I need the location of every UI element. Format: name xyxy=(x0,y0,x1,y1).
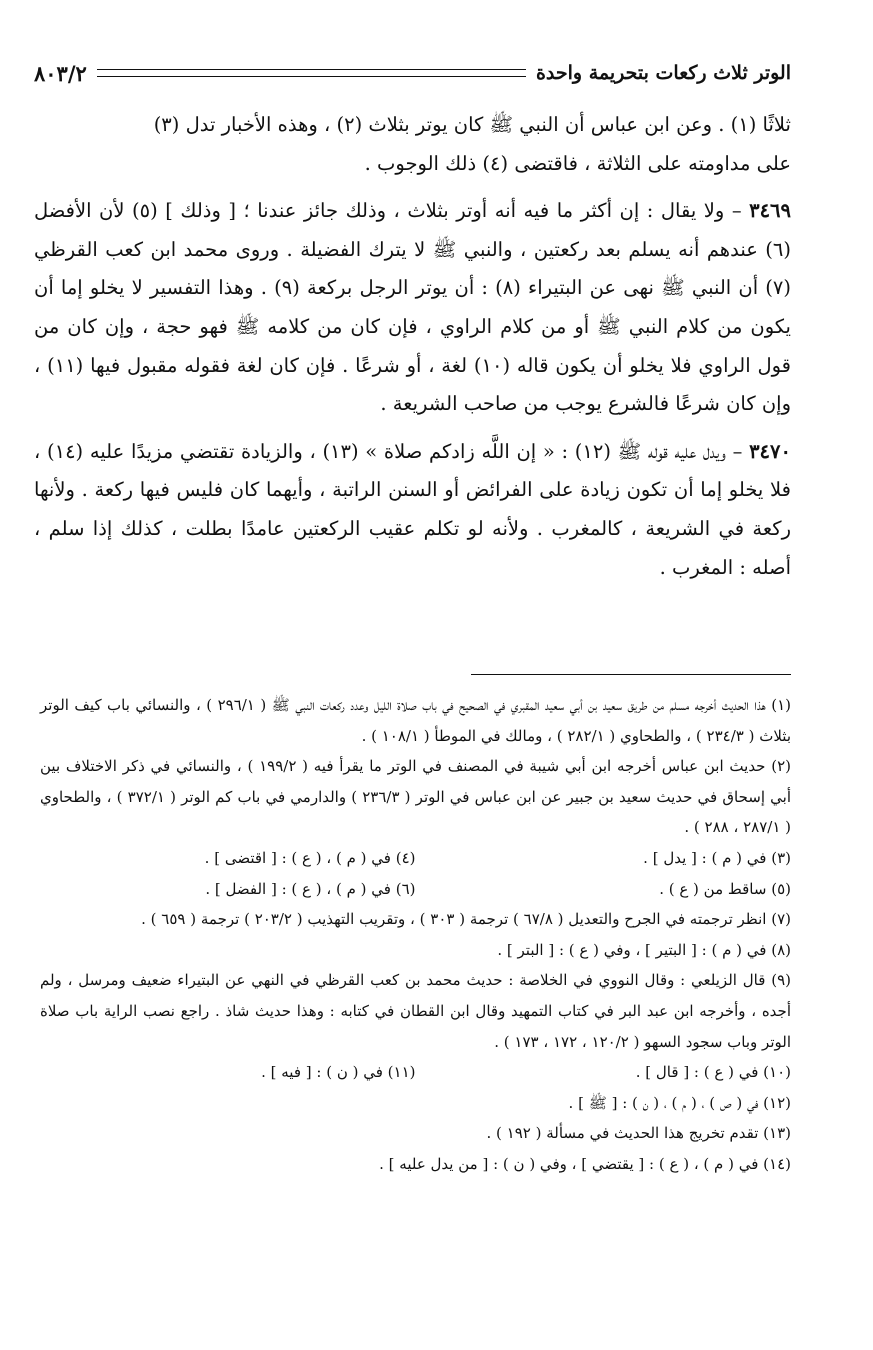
footnote-10: (١٠) في ( ع ) : [ قال ] . xyxy=(635,1063,791,1082)
running-header xyxy=(34,56,791,90)
footnote-6: (٦) في ( م ) ، ( ع ) : [ الفضل ] . xyxy=(205,879,416,898)
footnote-9: (٩) قال الزيلعي : وقال النووي في الخلاصة : حديث محمد بن كعب القرظي في النهي عن البتيراء ضعيف ومرسل ، ولم أجده ، وأخرجه ابن عبد البر في كتاب التمهيد وقال ابن القطان في كتابه : وهذا حديث شاذ . راجع نصب الراية باب صلاة الوتر وباب سجود السهو ( ١٢٠/٢ ، ١٧٢ ، ١٧٣ ) . xyxy=(40,971,791,1051)
footnote-4: (٤) في ( م ) ، ( ع ) : [ اقتضى ] . xyxy=(204,848,416,867)
header-rule xyxy=(97,69,526,77)
footnote-14: (١٤) في ( م ) ، ( ع ) : [ يقتضي ] ، وفي ( ن ) : [ من يدل عليه ] . xyxy=(379,1154,791,1173)
footnote-1: (١) هذا الحديث أخرجه مسلم من طريق سعيد بن أبي سعيد المقبري في الصحيح في باب صلاة الليل وعدد ركعات النبي ﷺ ( ٢٩٦/١ ) ، والنسائي باب كيف الوتر بثلاث ( ٢٣٤/٣ ) ، والطحاوي ( ٢٨٢/١ ) ، ومالك في الموطأ ( ١٠٨/١ ) . xyxy=(40,696,792,745)
paragraph-3469-text: – ولا يقال : إن أكثر ما فيه أنه أوتر بثلاث ، وذلك جائز عندنا ؛ [ وذلك ] (٥) لأن الأفضل (٦) عندهم أنه يسلم بعد ركعتين ، والنبي ﷺ لا يترك الفضيلة . وروى محمد ابن كعب القرظي (٧) أن النبي ﷺ نهى عن البتيراء (٨) : أن يوتر الرجل بركعة (٩) . وهذا التفسير لا يخلو إما أن يكون من كلام النبي ﷺ أو من كلام الراوي ، فإن كان من كلامه ﷺ فهو حجة ، وإن كان من قول الراوي فلا يخلو أن يكون قاله (١٠) لغة ، أو شرعًا . فإن كان لغة فقوله مقبول فيها (١١) ، وإن كان شرعًا فالشرع يوجب من صاحب الشريعة . xyxy=(34,199,792,416)
paragraph-3469 xyxy=(34,192,791,424)
footnote-11: (١١) في ( ن ) : [ فيه ] . xyxy=(261,1063,416,1082)
paragraph-3470 xyxy=(34,433,791,587)
footnote-row-10-11 xyxy=(40,1057,791,1088)
footnote-12: (١٢) في ( ص ) ، ( م ) ، ( ن ) : [ ﷺ ] . xyxy=(568,1093,791,1112)
issue-number-3469: ٣٤٦٩ xyxy=(749,199,792,223)
footnotes xyxy=(40,690,791,1180)
footnote-separator xyxy=(471,674,791,675)
chapter-title: الوتر ثلاث ركعات بتحريمة واحدة xyxy=(535,62,791,84)
paragraph-1-line-1: ثلاثًا (١) . وعن ابن عباس أن النبي ﷺ كان يوتر بثلاث (٢) ، وهذه الأخبار تدل (٣) xyxy=(153,113,791,136)
footnote-row-3-4 xyxy=(40,843,791,874)
paragraph-3470-text: – ويدل عليه قوله ﷺ (١٢) : « إن اللَّه زادكم صلاة » (١٣) ، والزيادة تقتضي مزيدًا عليه (١٤) ، فلا يخلو إما أن تكون زيادة على الفرائض أو السنن الراتبة ، وأيهما كان فليس فيها ركعة . ولأنها ركعة في الشريعة ، كالمغرب . ولأنه لو تكلم عقيب الركعتين عامدًا بطلت ، كذلك إذا سلم ، أصله : المغرب . xyxy=(34,439,791,579)
footnote-2: (٢) حديث ابن عباس أخرجه ابن أبي شيبة في المصنف في الوتر ما يقرأ فيه ( ١٩٩/٢ ) ، والنسائي في ذكر الاختلاف بين أبي إسحاق في حديث سعيد بن جبير عن ابن عباس في الوتر ( ٢٣٦/٣ ) والدارمي في باب كم الوتر ( ٣٧٢/١ ) ، والطحاوي ( ٢٨٧/١ ، ٢٨٨ ) . xyxy=(40,757,791,837)
footnote-8: (٨) في ( م ) : [ البتير ] ، وفي ( ع ) : [ البتر ] . xyxy=(497,940,791,959)
footnote-row-5-6 xyxy=(40,874,791,905)
footnote-3: (٣) في ( م ) : [ يدل ] . xyxy=(643,848,791,867)
main-text xyxy=(34,106,791,587)
paragraph-1-line-2: على مداومته على الثلاثة ، فاقتضى (٤) ذلك الوجوب . xyxy=(364,151,791,175)
issue-number-3470: ٣٤٧٠ xyxy=(749,439,791,463)
footnote-7: (٧) انظر ترجمته في الجرح والتعديل ( ٦٧/٨ ) ترجمة ( ٣٠٣ ) ، وتقريب التهذيب ( ٢٠٣/٢ ) ترجمة ( ٦٥٩ ) . xyxy=(141,910,791,929)
footnote-5: (٥) ساقط من ( ع ) . xyxy=(659,879,791,898)
page-number: ٨٠٣/٢ xyxy=(34,60,87,86)
footnote-13: (١٣) تقدم تخريج هذا الحديث في مسألة ( ١٩٢ ) . xyxy=(486,1124,791,1143)
